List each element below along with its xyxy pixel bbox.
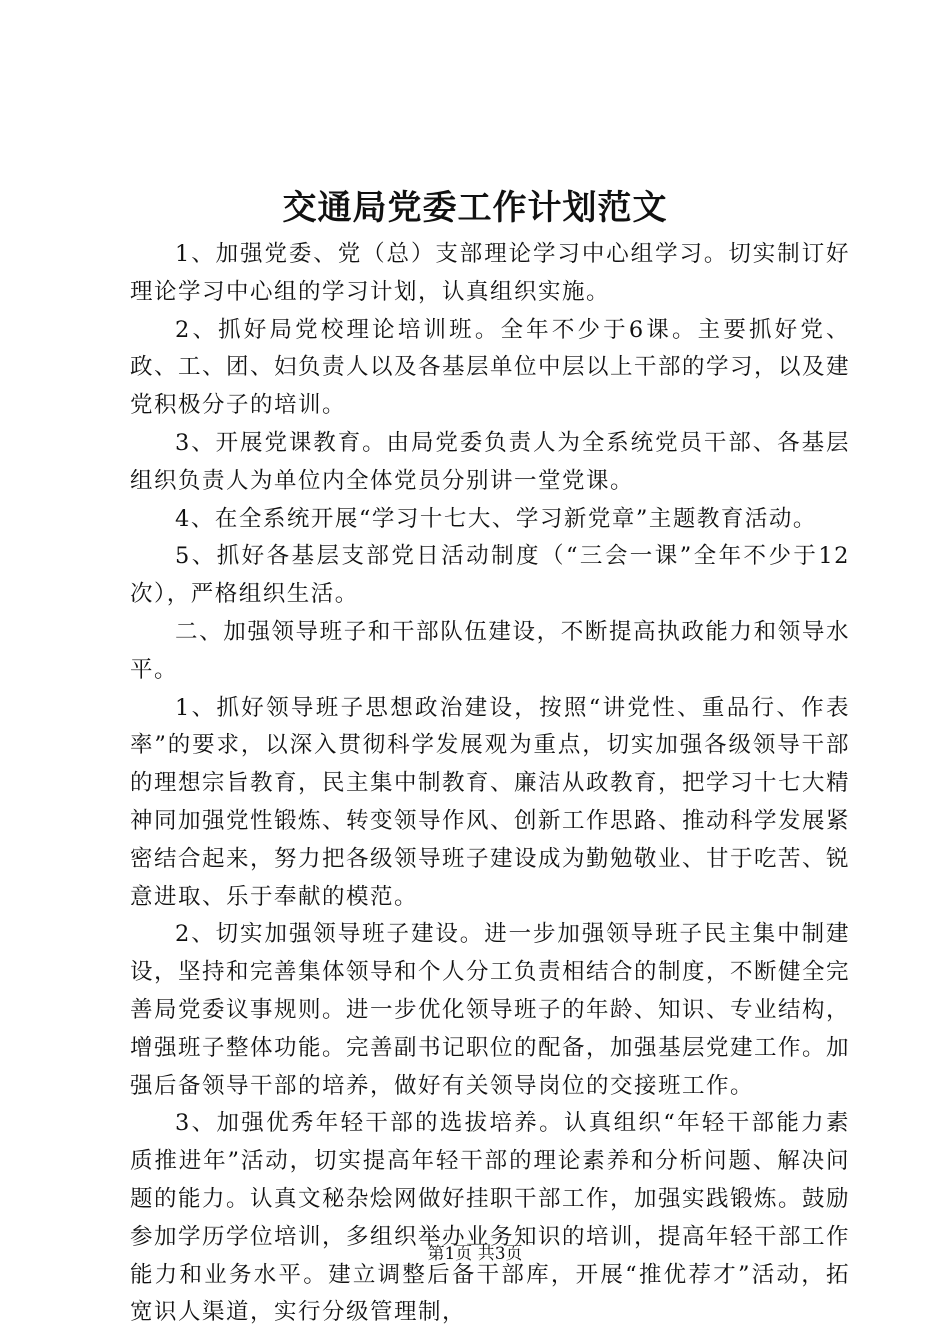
paragraph: 3、加强优秀年轻干部的选拔培养。认真组织“年轻干部能力素质推进年”活动，切实提高年轻干部的理论素养和分析问题、解决问题的能力。认真文秘杂烩网做好挂职干部工作，加强实践锻炼。鼓励参加学历学位培训，多组织举办业务知识的培训，提高年轻干部工作能力和业务水平。建立调整后备干部库，开展“推优荐才”活动，拓宽识人渠道，实行分级管理制， <box>130 1110 851 1326</box>
section-heading-paragraph: 二、加强领导班子和干部队伍建设，不断提高执政能力和领导水平。 <box>130 618 850 683</box>
paragraph: 2、切实加强领导班子建设。进一步加强领导班子民主集中制建设，坚持和完善集体领导和个人分工负责相结合的制度，不断健全完善局党委议事规则。进一步优化领导班子的年龄、知识、专业结构，增强班子整体功能。完善副书记职位的配备，加强基层党建工作。加强后备领导干部的培养，做好有关领导岗位的交接班工作。 <box>130 921 851 1099</box>
paragraph: 4、在全系统开展“学习十七大、学习新党章”主题教育活动。 <box>175 505 817 532</box>
page-number-footer: 第1页 共3页 <box>427 1244 523 1264</box>
paragraph: 5、抓好各基层支部党日活动制度（“三会一课”全年不少于12次），严格组织生活。 <box>130 543 850 608</box>
document-body <box>130 236 850 1332</box>
paragraph: 2、抓好局党校理论培训班。全年不少于6课。主要抓好党、政、工、团、妇负责人以及各基层单位中层以上干部的学习，以及建党积极分子的培训。 <box>130 316 851 419</box>
paragraph: 1、抓好领导班子思想政治建设，按照“讲党性、重品行、作表率”的要求，以深入贯彻科学发展观为重点，切实加强各级领导干部的理想宗旨教育，民主集中制教育、廉洁从政教育，把学习十七大精神同加强党性锻炼、转变领导作风、创新工作思路、推动科学发展紧密结合起来，努力把各级领导班子建设成为勤勉敬业、甘于吃苦、锐意进取、乐于奉献的模范。 <box>130 694 851 910</box>
paragraph: 1、加强党委、党（总）支部理论学习中心组学习。切实制订好理论学习中心组的学习计划，认真组织实施。 <box>130 241 850 305</box>
paragraph: 3、开展党课教育。由局党委负责人为全系统党员干部、各基层组织负责人为单位内全体党员分别讲一堂党课。 <box>130 429 850 494</box>
document-title: 交通局党委工作计划范文 <box>282 188 668 228</box>
